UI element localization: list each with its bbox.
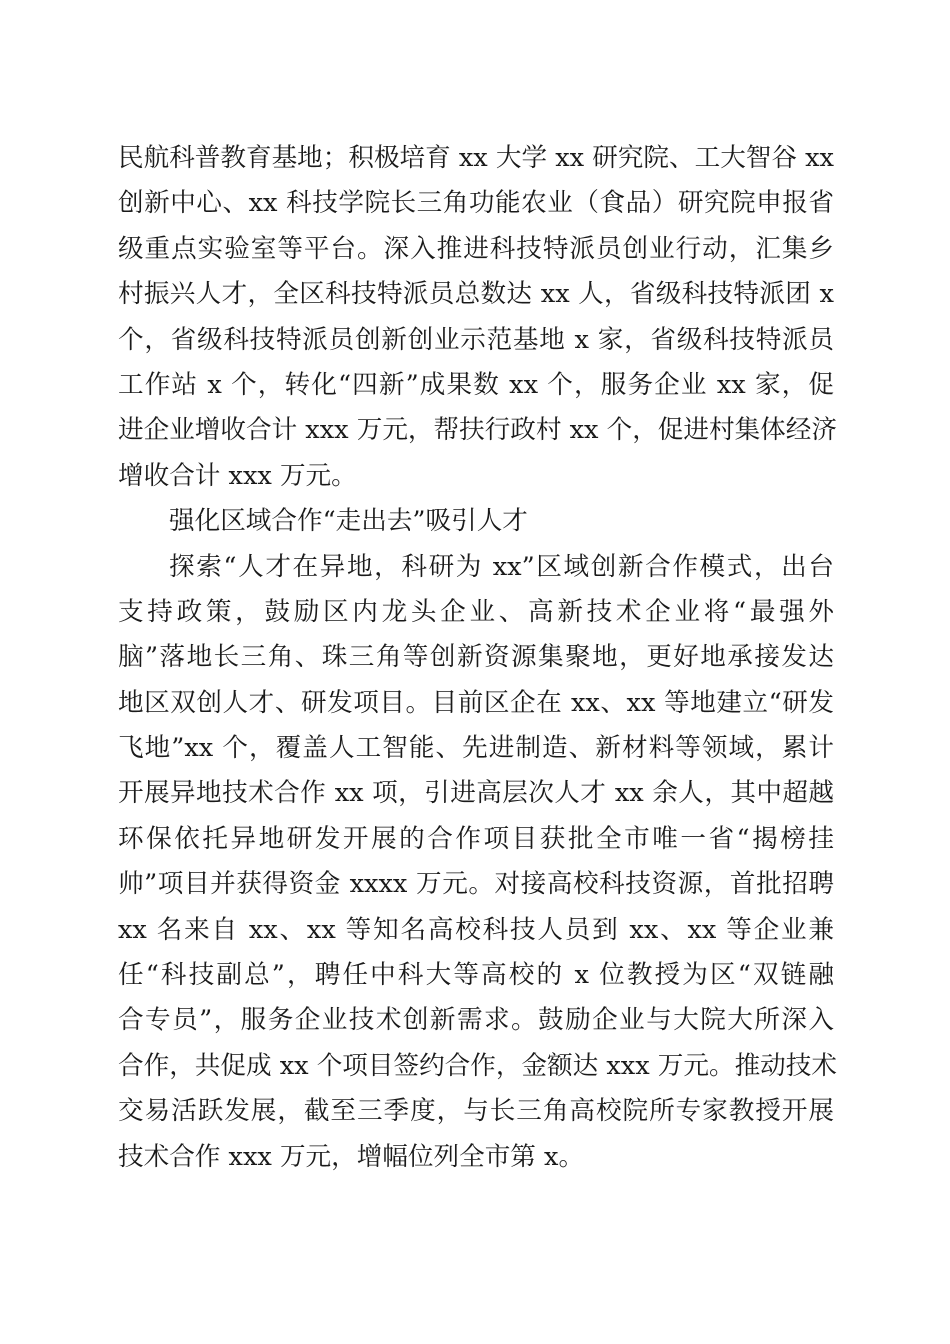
- paragraph-line: 支持政策，鼓励区内龙头企业、高新技术企业将“最强外: [118, 596, 834, 627]
- paragraph-line: 开展异地技术合作 xx 项，引进高层次人才 xx 余人，其中超越: [118, 778, 834, 809]
- paragraph-line: xx 名来自 xx、xx 等知名高校科技人员到 xx、xx 等企业兼: [118, 914, 834, 945]
- paragraph-line: 民航科普教育基地；积极培育 xx 大学 xx 研究院、工大智谷 xx: [118, 143, 834, 173]
- paragraph-line: 创新中心、xx 科技学院长三角功能农业（食品）研究院申报省: [118, 188, 834, 219]
- paragraph-science-platforms: [118, 136, 837, 499]
- paragraph-regional-cooperation: [118, 545, 837, 1180]
- paragraph-line: 合作，共促成 xx 个项目签约合作，金额达 xxx 万元。推动技术: [118, 1050, 837, 1081]
- paragraph-line: 级重点实验室等平台。深入推进科技特派员创业行动，汇集乡: [118, 233, 834, 264]
- paragraph-line: 技术合作 xxx 万元，增幅位列全市第 x。: [118, 1141, 585, 1172]
- paragraph-line: 帅”项目并获得资金 xxxx 万元。对接高校科技资源，首批招聘: [118, 869, 834, 900]
- section-heading-text: 强化区域合作“走出去”吸引人才: [169, 506, 528, 537]
- paragraph-line: 任“科技副总”，聘任中科大等高校的 x 位教授为区“双链融: [118, 960, 834, 991]
- paragraph-line: 探索“人才在异地，科研为 xx”区域创新合作模式，出台: [169, 551, 834, 582]
- paragraph-line: 合专员”，服务企业技术创新需求。鼓励企业与大院大所深入: [118, 1005, 834, 1036]
- document-body: [118, 136, 837, 1180]
- paragraph-line: 村振兴人才，全区科技特派员总数达 xx 人，省级科技特派团 x: [118, 279, 834, 310]
- paragraph-line: 增收合计 xxx 万元。: [118, 460, 357, 491]
- paragraph-line: 个，省级科技特派员创新创业示范基地 x 家，省级科技特派员: [118, 324, 834, 355]
- paragraph-line: 环保依托异地研发开展的合作项目获批全市唯一省“揭榜挂: [118, 823, 834, 854]
- paragraph-line: 交易活跃发展，截至三季度，与长三角高校院所专家教授开展: [118, 1096, 834, 1127]
- paragraph-line: 地区双创人才、研发项目。目前区企在 xx、xx 等地建立“研发: [118, 687, 834, 718]
- paragraph-line: 脑”落地长三角、珠三角等创新资源集聚地，更好地承接发达: [118, 642, 834, 673]
- paragraph-line: 进企业增收合计 xxx 万元，帮扶行政村 xx 个，促进村集体经济: [118, 415, 837, 446]
- section-heading: [118, 499, 834, 544]
- paragraph-line: 工作站 x 个，转化“四新”成果数 xx 个，服务企业 xx 家，促: [118, 369, 834, 400]
- paragraph-line: 飞地”xx 个，覆盖人工智能、先进制造、新材料等领域，累计: [118, 733, 834, 764]
